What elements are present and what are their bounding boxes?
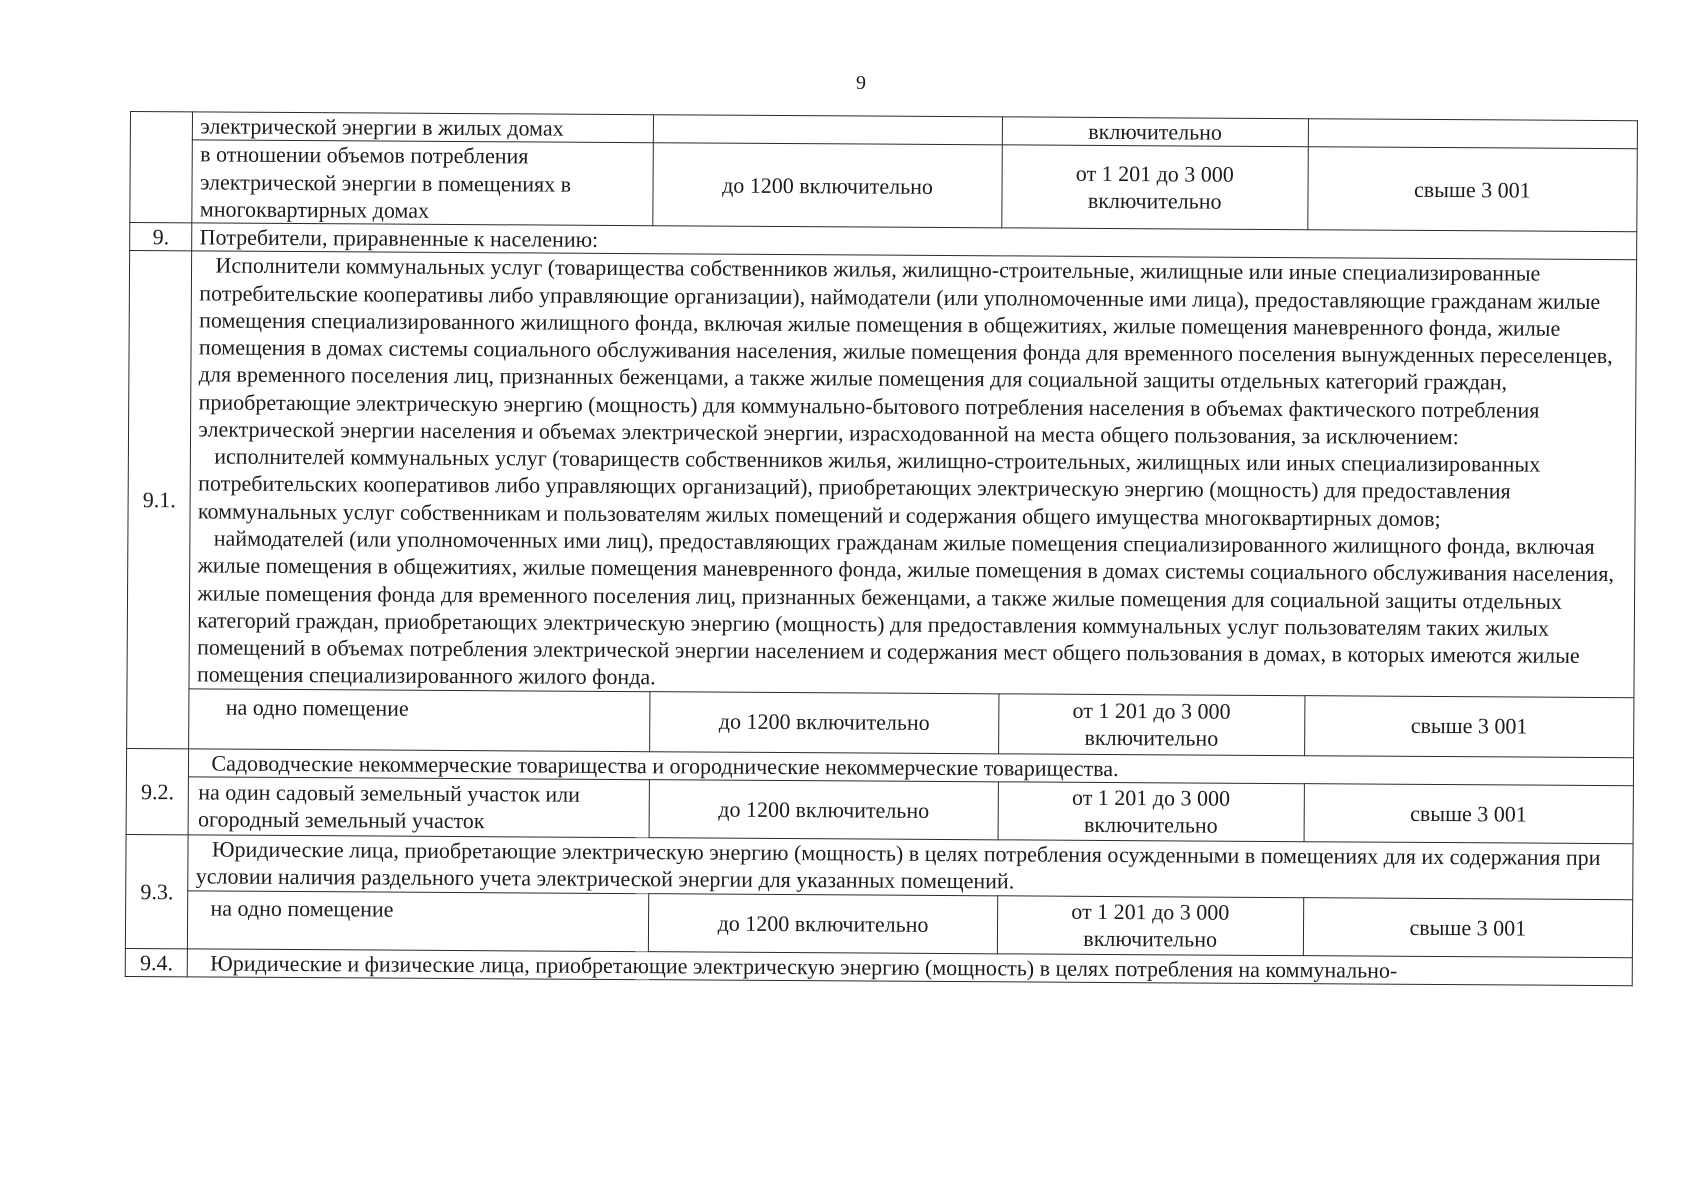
range-high-cell: свыше 3 001 [1304,695,1634,757]
row-number: 9.4. [125,948,188,977]
section-title: Юридические лица, приобретающие электрическую энергию (мощность) в целях потребления осужденными в помещениях для их содержания при условии наличия раздельного учета электрической энергии для указанных помещений. [188,835,1633,900]
table-row [130,140,1637,232]
table-row [127,251,1637,697]
section-title: Потребители, приравненные к населению: [192,223,1637,260]
table-row [126,834,1633,899]
section-title: Юридические и физические лица, приобретающие электрическую энергию (мощность) в целях потребления на коммунально- [188,949,1633,986]
row-description: в отношении объемов потребления электрической энергии в помещениях в многоквартирных домах [192,140,653,226]
unit-cell: на одно помещение [188,891,649,952]
unit-cell: на одно помещение [189,688,650,751]
range-mid-cell: от 1 201 до 3 000 включительно [1002,145,1308,230]
paragraph: Исполнители коммунальных услуг (товарищества собственников жилья, жилищно-строительные, жилищные или иные специализированные потребительские кооперативы либо управляющие организации), наймодатели (или уполномоченные ими лица), предоставляющие гражданам жилые помещения специализированного жилищного фонда, включая жилые помещения в общежитиях, жилые помещения маневренного фонда, жилые помещения в домах системы социального обслуживания населения, жилые помещения фонда для временного поселения вынужденных переселенцев, для временного поселения лиц, признанных беженцами, а также жилые помещения для социальной защиты отдельных категорий граждан, приобретающие электрическую энергию (мощность) для коммунально-бытового потребления населения в объемах фактического потребления электрической энергии населения и объемах электрической энергии, израсходованной на места общего пользования, за исключением: [198,252,1613,450]
table-row [125,890,1632,957]
range-low-cell: до 1200 включительно [649,780,998,840]
range-low-cell: до 1200 включительно [650,691,999,753]
row-number: 9. [130,223,193,252]
range-mid-cell: от 1 201 до 3 000 включительно [998,693,1304,755]
tariff-table [125,111,1638,986]
range-mid-cell: включительно [1002,117,1308,147]
row-number: 9.2. [126,748,189,835]
range-high-cell [1308,119,1638,149]
range-high-cell: свыше 3 001 [1303,898,1633,958]
range-high-cell: свыше 3 001 [1304,784,1634,844]
section-text [189,251,1636,697]
row-number: 9.3. [125,834,188,948]
unit-cell: на один садовый земельный участок или огородный земельный участок [189,777,650,838]
row-description: электрической энергии в жилых домах [193,112,654,143]
paragraph: наймодателей (или уполномоченных ими лиц), предоставляющих гражданам жилые помещения специализированного жилищного фонда, включая жилые помещения в общежитиях, жилые помещения маневренного фонда, жилые помещения в домах системы социального обслуживания населения, жилые помещения фонда для временного поселения лиц, признанных беженцами, а также жилые помещения для социальной защиты отдельных категорий граждан, приобретающих электрическую энергию (мощность) для предоставления коммунальных услуг пользователям таких жилых помещений в объемах потребления электрической энергии населением и содержания мест общего пользования в домах, в которых имеются жилые помещения специализированного жилого фонда. [196,525,1614,690]
row-number-empty [130,112,193,223]
range-low-cell: до 1200 включительно [653,143,1002,228]
table-row [127,688,1634,757]
range-mid-cell: от 1 201 до 3 000 включительно [997,896,1303,956]
range-high-cell: свыше 3 001 [1307,147,1637,232]
range-low-cell [653,115,1002,145]
page-number: 9 [856,72,866,94]
row-number: 9.1. [127,251,192,749]
table-row [126,776,1633,843]
range-mid-cell: от 1 201 до 3 000 включительно [998,782,1304,842]
section-title: Садоводческие некоммерческие товарищества и огороднические некоммерческие товарищества. [189,748,1634,785]
paragraph: исполнителей коммунальных услуг (товариществ собственников жилья, жилищно-строительных, жилищных или иных специализированных потребительских кооперативов либо управляющих организаций), приобретающих электрическую энергию (мощность) для предоставления коммунальных услуг собственникам и пользователям жилых помещений и содержания общего имущества многоквартирных домов; [197,443,1541,531]
range-low-cell: до 1200 включительно [649,894,998,954]
